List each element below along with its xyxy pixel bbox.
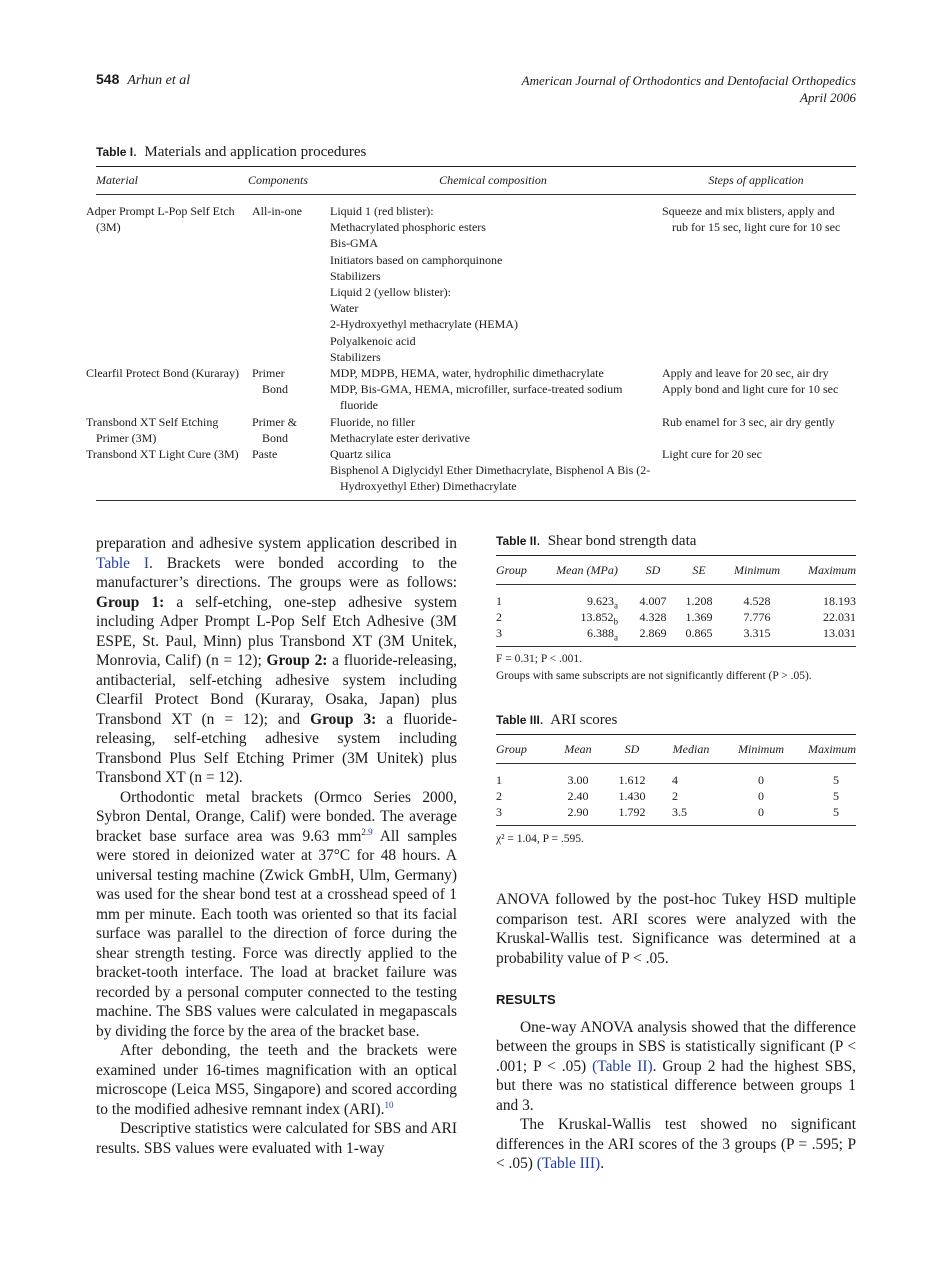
- table1-steps: Light cure for 20 sec: [662, 447, 762, 462]
- table1-col-material: Material: [96, 172, 138, 187]
- composition-line: Stabilizers: [330, 349, 381, 364]
- table2-note-stats: F = 0.31; P < .001.: [496, 653, 583, 665]
- cell: 2.40: [567, 789, 589, 804]
- cell: 7.776: [743, 610, 771, 625]
- composition-line: Bisphenol A Diglycidyl Ether Dimethacrylate, Bisphenol A Bis (2-Hydroxyethyl Ether) Dimethacrylate: [330, 463, 651, 494]
- column-header: Group: [496, 741, 527, 756]
- text: One-way ANOVA analysis showed that the difference between the groups in SBS is statistically significant (: [496, 1018, 856, 1055]
- cell: 2: [496, 610, 502, 625]
- composition-line: Initiators based on camphorquinone: [330, 252, 503, 267]
- cell: 1.208: [685, 594, 713, 608]
- cell: 3.315: [743, 626, 771, 641]
- table-row: [496, 593, 856, 609]
- cell: 22.031: [823, 610, 856, 625]
- table1-material: Transbond XT Light Cure (3M): [86, 447, 239, 462]
- table2-top-rule: [496, 555, 856, 556]
- text: ANOVA followed by the post-hoc Tukey HSD multiple comparison test. ARI scores were analyzed with the Kruskal-Wallis test. Significance was determined at a probability value of: [496, 891, 856, 967]
- cell: 4.528: [743, 594, 771, 608]
- cell: [544, 625, 630, 641]
- cell: 4.007: [639, 594, 667, 608]
- table-row: [496, 788, 856, 804]
- text: .: [600, 1155, 605, 1172]
- column-header: Minimum: [734, 562, 780, 577]
- paragraph: [96, 788, 457, 1042]
- cell: 1.369: [685, 610, 713, 625]
- column-header: SE: [692, 562, 706, 577]
- table1-steps: Rub enamel for 3 sec, air dry gently: [662, 414, 835, 429]
- left-column: [96, 534, 457, 1158]
- running-header: [96, 71, 190, 89]
- column-header: Maximum: [808, 562, 856, 577]
- subscript: a: [614, 600, 618, 611]
- table-row: [96, 365, 856, 381]
- table2-note-subscripts: Groups with same subscripts are not significantly different (P > .05).: [496, 670, 812, 682]
- table1-label: Table I: [96, 145, 134, 159]
- header-journal: American Journal of Orthodontics and Dentofacial Orthopedics: [521, 73, 856, 88]
- text: P < .001; P < .05): [496, 1038, 857, 1075]
- table1-composition: [330, 414, 656, 446]
- table1-component: Primer: [252, 366, 285, 381]
- cell: 4.328: [639, 610, 667, 625]
- header-journal-block: [396, 72, 856, 106]
- column-header: Maximum: [808, 741, 856, 756]
- table1-steps: Apply bond and light cure for 10 sec: [662, 382, 839, 397]
- table3-header-rule: [496, 763, 856, 764]
- column-header: Group: [496, 562, 527, 577]
- cell: 0: [758, 789, 764, 804]
- composition-line: Quartz silica: [330, 447, 391, 462]
- composition-line: Stabilizers: [330, 268, 381, 283]
- table1-material: Adper Prompt L-Pop Self Etch (3M): [86, 204, 235, 235]
- table3-header-row: [496, 741, 856, 757]
- right-column: [496, 890, 856, 1174]
- table2-header-rule: [496, 584, 856, 585]
- cell: 5: [833, 805, 839, 820]
- table1-col-composition: Chemical composition: [439, 172, 547, 187]
- cell: 2.869: [639, 626, 667, 641]
- text: . Group 2 had the highest SBS, but there was no statistical difference between groups 1 and 3.: [496, 1057, 856, 1114]
- table3-label: Table III: [496, 713, 540, 727]
- paragraph: [496, 1115, 856, 1174]
- subscript: a: [614, 632, 618, 643]
- table2-label: Table II: [496, 534, 537, 548]
- mean-value: 6.388: [587, 626, 614, 641]
- table1-top-rule: [96, 166, 856, 167]
- table1-component: All-in-one: [252, 204, 302, 218]
- table3-caption: Table III. ARI scores: [496, 712, 618, 728]
- cell: [544, 609, 630, 625]
- table-row: [96, 381, 856, 413]
- cell: 13.031: [823, 626, 856, 641]
- composition-line: Fluoride, no filler: [330, 414, 415, 429]
- cell: [544, 593, 630, 609]
- reference-link[interactable]: .9: [365, 826, 373, 837]
- table1-link[interactable]: Table I: [96, 554, 150, 572]
- table-row: [96, 203, 856, 365]
- table2: [496, 562, 856, 642]
- column-header: Median: [672, 741, 710, 756]
- group3-label: Group 3:: [310, 710, 377, 728]
- cell: 3: [496, 805, 502, 820]
- composition-line: Polyalkenoic acid: [330, 333, 416, 348]
- column-header: SD: [624, 741, 640, 756]
- text: a fluoride-releasing, antibacterial, self-etching adhesive system including Clearfil Protect Bond (Kuraray, Osaka, Japan) plus Transbond XT (n = 12); and: [96, 652, 457, 728]
- reference-link[interactable]: 10: [384, 1099, 394, 1110]
- composition-line: Methacrylated phosphoric esters: [330, 220, 486, 235]
- composition-line: Liquid 2 (yellow blister):: [330, 285, 451, 300]
- table3-link[interactable]: (Table III): [536, 1155, 601, 1172]
- results-heading: RESULTS: [496, 992, 556, 1007]
- table1: [86, 172, 856, 495]
- table-row: [496, 772, 856, 788]
- text: The Kruskal-Wallis test showed no significant differences in the ARI scores of the 3 groups (: [496, 1116, 856, 1153]
- cell: 4: [672, 773, 678, 787]
- table3: [496, 741, 856, 821]
- paragraph: [96, 534, 457, 788]
- table1-col-steps: Steps of application: [708, 172, 804, 187]
- group1-label: Group 1:: [96, 593, 165, 611]
- cell: 3.00: [567, 773, 589, 787]
- page-number: 548: [96, 71, 120, 87]
- cell: 5: [833, 773, 839, 787]
- table1-component: Paste: [252, 447, 278, 462]
- cell: 2.90: [567, 805, 589, 820]
- text: preparation and adhesive system application described in: [96, 535, 457, 552]
- column-header: SD: [645, 562, 661, 577]
- cell: 0.865: [685, 626, 713, 641]
- table1-component: Bond: [262, 382, 289, 397]
- table1-material: Transbond XT Self Etching Primer (3M): [86, 414, 219, 445]
- text: . Brackets were bonded according to the manufacturer’s directions. The groups were as follows:: [96, 554, 458, 591]
- cell: 1.612: [618, 773, 646, 787]
- cell: 0: [758, 773, 764, 787]
- composition-line: 2-Hydroxyethyl methacrylate (HEMA): [330, 317, 518, 332]
- table1-col-components: Components: [248, 172, 308, 187]
- column-header: Minimum: [738, 741, 784, 756]
- composition-line: Water: [330, 301, 359, 316]
- group2-label: Group 2:: [266, 652, 328, 669]
- table1-steps: Apply and leave for 20 sec, air dry: [662, 366, 829, 381]
- column-header: Mean: [564, 741, 592, 756]
- composition-line: Methacrylate ester derivative: [330, 430, 470, 445]
- paragraph: [496, 1018, 856, 1116]
- text: All samples were stored in deionized water at 37°C for 48 hours. A universal testing machine (Zwick GmbH, Ulm, Germany) was used for the shear bond test at a crosshead speed of 1 mm per minute. Each tooth was oriented so that its facial surface was parallel to the direction of force during the shear strength testing. Force was directly applied to the bracket-tooth interface. The load at bracket failure was recorded by a personal computer connected to the testing machine. The SBS values were calculated in megapascals by dividing the force by the area of the bracket base.: [96, 827, 457, 1040]
- cell: 18.193: [823, 594, 856, 608]
- mean-value: 13.852: [580, 610, 614, 625]
- text: Orthodontic metal brackets (Ormco Series 2000, Sybron Dental, Orange, Calif) were bonded. The average bracket base surface area was 9.63 mm: [96, 788, 457, 845]
- table2-title: Shear bond strength data: [547, 533, 697, 549]
- cell: 1: [496, 773, 502, 787]
- cell: 1.792: [618, 805, 646, 820]
- table3-note: χ² = 1.04, P = .595.: [496, 833, 584, 845]
- paragraph: Descriptive statistics were calculated for SBS and ARI results. SBS values were evaluated with 1-way: [96, 1120, 457, 1157]
- subscript: b: [613, 616, 618, 627]
- table1-composition: MDP, MDPB, HEMA, water, hydrophilic dimethacrylate: [330, 366, 604, 381]
- table2-header-row: [496, 562, 856, 578]
- text: After debonding, the teeth and the brackets were examined under 16-times magnification with an optical microscope (Leica MS5, Singapore) and scored according to the modified adhesive remnant index (ARI).: [96, 1042, 457, 1118]
- table-row: [96, 414, 856, 446]
- table1-caption: Table I. Materials and application procedures: [96, 144, 367, 160]
- cell: 0: [758, 805, 764, 820]
- text: P < .05.: [621, 949, 669, 967]
- table2-link[interactable]: (Table II): [592, 1057, 653, 1075]
- table-row: [496, 804, 856, 820]
- table2-notes: [496, 651, 858, 685]
- composition-line: Liquid 1 (red blister):: [330, 204, 434, 218]
- column-header: Mean (MPa): [556, 562, 618, 577]
- cell: 5: [833, 789, 839, 804]
- table1-composition: [330, 446, 656, 495]
- table1-material: Clearfil Protect Bond (Kuraray): [86, 366, 239, 381]
- cell: 3: [496, 626, 502, 641]
- table1-header-row: [96, 172, 856, 188]
- paragraph: [96, 1041, 457, 1119]
- cell: 1: [496, 594, 502, 608]
- table1-composition: MDP, Bis-GMA, HEMA, microfiller, surface-treated sodium fluoride: [330, 382, 623, 413]
- header-date: April 2006: [800, 90, 856, 105]
- table1-composition: [330, 203, 656, 365]
- table1-material: [96, 381, 248, 413]
- cell: 2: [496, 789, 502, 804]
- table-row: [496, 609, 856, 625]
- table1-bottom-rule: [96, 500, 856, 501]
- mean-value: 9.623: [587, 594, 614, 608]
- composition-line: Bis-GMA: [330, 236, 379, 251]
- text: a self-etching, one-step adhesive system including Adper Prompt L-Pop Self Etch Adhesive (3M ESPE, St. Paul, Minn) plus Transbond XT (3M Unitek, Monrovia, Calif) (n = 12);: [96, 593, 457, 669]
- table3-bottom-rule: [496, 825, 856, 826]
- table1-title: Materials and application procedures: [144, 144, 367, 160]
- table3-top-rule: [496, 734, 856, 735]
- table1-component: Primer & Bond: [252, 414, 297, 445]
- paragraph: [496, 890, 856, 968]
- cell: 2: [672, 789, 678, 804]
- table1-header-rule: [96, 194, 856, 195]
- cell: 1.430: [618, 789, 646, 804]
- text: P = .595; P < .05): [496, 1135, 856, 1172]
- cell: 3.5: [672, 805, 687, 820]
- table-row: [96, 446, 856, 495]
- table1-steps: Squeeze and mix blisters, apply and rub for 15 sec, light cure for 10 sec: [662, 204, 841, 235]
- table2-bottom-rule: [496, 646, 856, 647]
- table3-title: ARI scores: [550, 712, 618, 728]
- table-row: [496, 625, 856, 641]
- table2-caption: Table II. Shear bond strength data: [496, 533, 697, 549]
- superscript: 2: [361, 826, 366, 837]
- text: a fluoride-releasing, self-etching adhesive system including Transbond Plus Self Etching Primer (3M Unitek) plus Transbond XT (n = 12).: [96, 710, 457, 786]
- header-authors: Arhun et al: [127, 73, 191, 88]
